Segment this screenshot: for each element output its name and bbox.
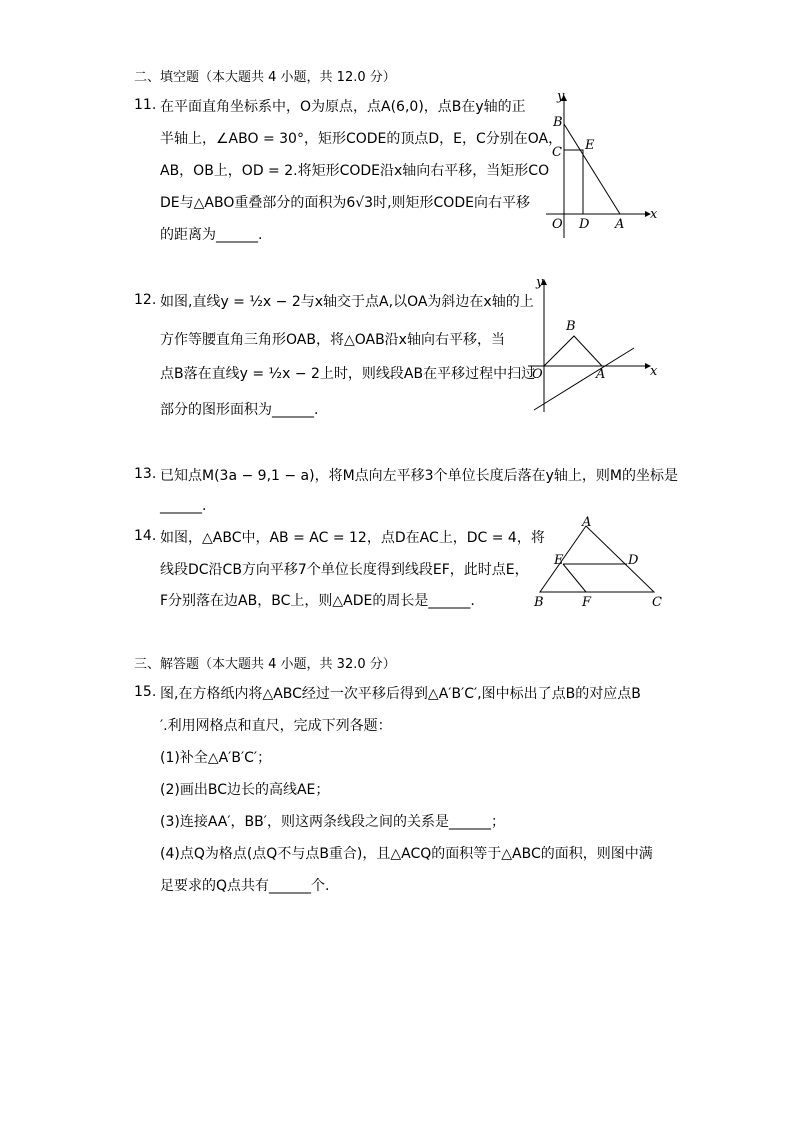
q12-figure (524, 276, 664, 416)
question-text-line: 已知点M(3a − 9,1 − a)，将M点向左平移3个单位长度后落在y轴上，则M的坐标是 (160, 468, 678, 484)
question-text-line: (2)画出BC边长的高线AE； (160, 782, 330, 798)
label-y: y (536, 276, 544, 290)
question-text-line: 足要求的Q点共有______个. (160, 878, 330, 894)
question-text-line: 部分的图形面积为______. (160, 402, 319, 418)
label-b: B (553, 115, 563, 130)
question-text-line: (1)补全△A′B′C′； (160, 750, 272, 766)
question-text-line: F分别落在边AB，BC上，则△ADE的周长是______. (160, 593, 475, 609)
question-number: 11. (134, 97, 157, 113)
question-text-line: (3)连接AA′，BB′，则这两条线段之间的关系是______； (160, 814, 505, 830)
label-a: A (582, 516, 592, 530)
label-c: C (652, 595, 662, 610)
question-text-line: 半轴上，∠ABO = 30°，矩形CODE的顶点D，E，C分别在OA， (160, 131, 563, 147)
question-number: 12. (134, 292, 157, 308)
question-text-line: 的距离为______. (160, 227, 263, 243)
label-b: B (534, 595, 544, 610)
question-text-line: 图,在方格纸内将△ABC经过一次平移后得到△A′B′C′,图中标出了点B的对应点B (160, 686, 641, 702)
label-x: x (650, 207, 658, 222)
label-f: F (582, 595, 592, 610)
triangle-oab (544, 336, 602, 366)
label-c: C (552, 145, 562, 160)
question-text-line: 线段DC沿CB方向平移7个单位长度得到线段EF，此时点E， (160, 562, 529, 578)
label-e: E (585, 138, 595, 153)
question-number: 15. (134, 684, 157, 700)
label-x: x (650, 364, 658, 379)
segment-ef (563, 564, 586, 592)
question-text-line: 在平面直角坐标系中，O为原点，点A(6,0)，点B在y轴的正 (160, 99, 526, 115)
question-text-line: 点B落在直线y = ½x − 2上时，则线段AB在平移过程中扫过 (160, 366, 536, 382)
question-text-line: AB，OB上，OD = 2.将矩形CODE沿x轴向右平移，当矩形CO (160, 163, 550, 179)
label-o: O (552, 217, 563, 232)
rectangle-code (564, 150, 583, 214)
label-y: y (557, 89, 565, 104)
label-a: A (596, 367, 606, 382)
question-text-line: 如图，△ABC中，AB = AC = 12，点D在AC上，DC = 4，将 (160, 530, 545, 546)
line-y-half-x-minus-2 (534, 348, 634, 410)
question-text-line: ′.利用网格点和直尺，完成下列各题： (160, 718, 392, 734)
label-d: D (579, 217, 590, 232)
label-o: O (532, 367, 543, 382)
label-e: E (554, 553, 564, 568)
question-text-line: ______. (160, 498, 207, 514)
section-title-answer: 三、解答题（本大题共 4 小题，共 32.0 分） (134, 657, 396, 672)
q11-figure (536, 88, 666, 248)
question-number: 13. (134, 466, 157, 482)
question-text-line: (4)点Q为格点(点Q不与点B重合)，且△ACQ的面积等于△ABC的面积，则图中满 (160, 846, 653, 862)
question-text-line: 如图,直线y = ½x − 2与x轴交于点A,以OA为斜边在x轴的上 (160, 294, 534, 310)
section-title-fill-blank: 二、填空题（本大题共 4 小题，共 12.0 分） (134, 70, 396, 85)
question-text-line: DE与△ABO重叠部分的面积为6√3时,则矩形CODE向右平移 (160, 195, 530, 211)
q14-figure (530, 516, 670, 612)
label-d: D (628, 553, 639, 568)
label-b: B (566, 319, 576, 334)
label-a: A (615, 217, 625, 232)
question-number: 14. (134, 528, 157, 544)
question-text-line: 方作等腰直角三角形OAB，将△OAB沿x轴向右平移，当 (160, 332, 505, 348)
